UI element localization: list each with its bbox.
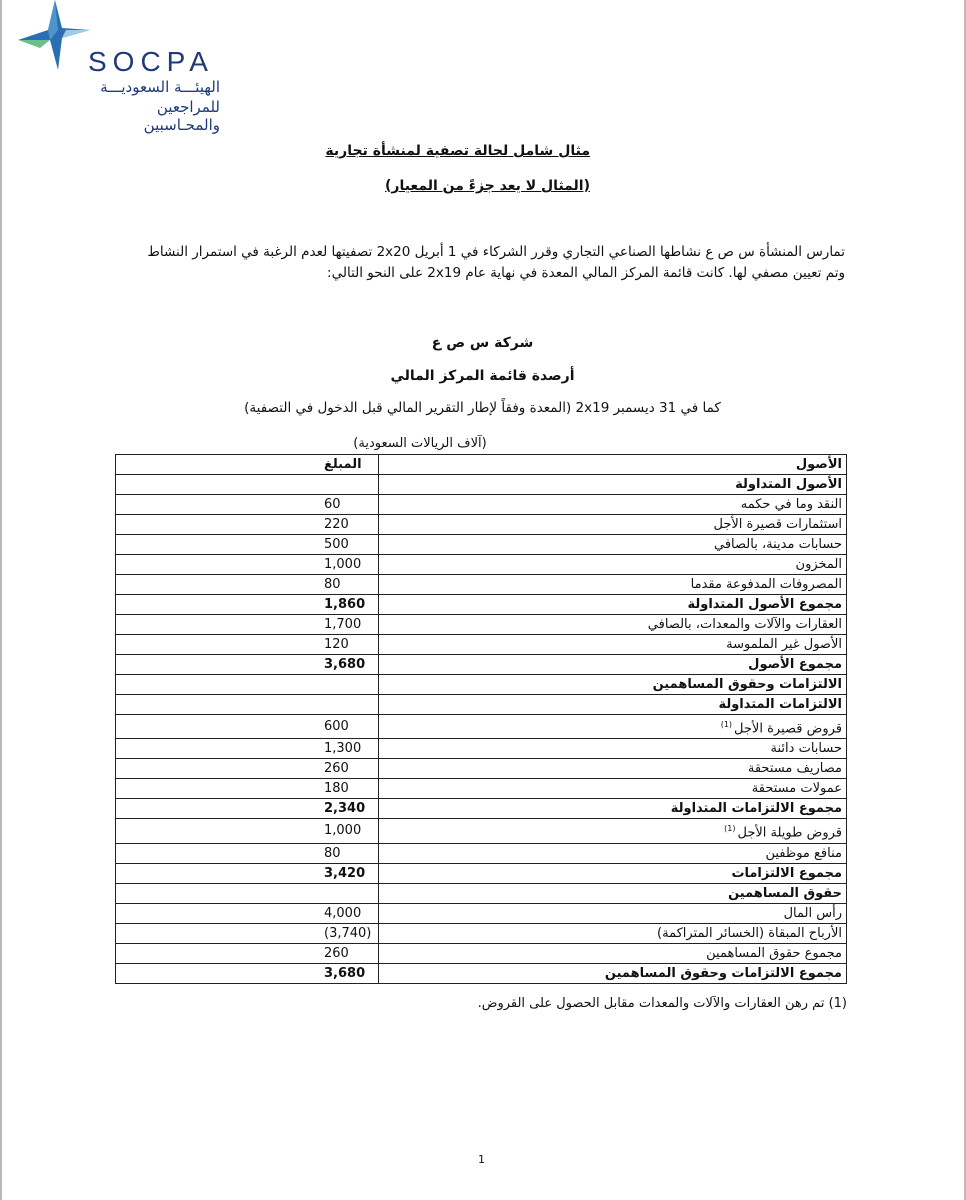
- footnote-marker: (1): [724, 824, 736, 834]
- table-row: [116, 943, 847, 963]
- header-label: الأصول: [379, 455, 847, 475]
- row-label-text: الأرباح المبقاة (الخسائر المتراكمة): [657, 925, 842, 941]
- row-label: [379, 715, 847, 739]
- row-label: [379, 555, 847, 575]
- row-label-text: الأصول غير الملموسة: [726, 637, 842, 652]
- row-label-text: حسابات مدينة، بالصافي: [714, 537, 842, 552]
- row-amount: 4,000: [116, 903, 379, 923]
- statement-title: أرصدة قائمة المركز المالي: [390, 368, 575, 384]
- row-label: [379, 759, 847, 779]
- row-amount: 80: [116, 843, 379, 863]
- table-row: [116, 635, 847, 655]
- row-amount: 220: [116, 515, 379, 535]
- row-label: [379, 635, 847, 655]
- footnote: (1) تم رهن العقارات والآلات والمعدات مقابل الحصول على القروض.: [477, 996, 847, 1011]
- table-row: [116, 655, 847, 675]
- row-amount: [116, 883, 379, 903]
- table-row: [116, 923, 847, 943]
- row-label-text: مصاريف مستحقة: [747, 761, 842, 777]
- row-amount: 260: [116, 759, 379, 779]
- table-row: [116, 799, 847, 819]
- logo-arabic-line1: الهيئـــة السعوديـــة: [100, 78, 220, 96]
- row-amount: [116, 475, 379, 495]
- table-row: [116, 475, 847, 495]
- row-label-text: مجموع الالتزامات وحقوق المساهمين: [604, 965, 842, 981]
- row-amount: 2,340: [116, 799, 379, 819]
- row-label: [379, 963, 847, 983]
- row-label-text: مجموع الالتزامات المتداولة: [670, 801, 842, 817]
- row-label-text: حسابات دائنة: [770, 741, 842, 757]
- row-label-text: حقوق المساهمين: [728, 885, 842, 901]
- table-row: [116, 963, 847, 983]
- row-label: [379, 575, 847, 595]
- row-amount: 600: [116, 715, 379, 739]
- row-label: [379, 739, 847, 759]
- row-amount: 1,700: [116, 615, 379, 635]
- table-row: [116, 695, 847, 715]
- row-label: [379, 863, 847, 883]
- table-row: [116, 515, 847, 535]
- row-amount: 1,860: [116, 595, 379, 615]
- row-label: [379, 943, 847, 963]
- row-label-text: مجموع حقوق المساهمين: [706, 945, 842, 961]
- row-label-text: مجموع الأصول المتداولة: [687, 597, 842, 612]
- company-name: شركة س ص ع: [431, 335, 534, 351]
- row-label: [379, 615, 847, 635]
- table-row: [116, 819, 847, 843]
- header-amount: المبلغ: [116, 455, 379, 475]
- row-amount: 3,680: [116, 963, 379, 983]
- row-label-text: الالتزامات المتداولة: [718, 697, 842, 712]
- page-edge-left: [0, 0, 2, 1200]
- document-subtitle: (المثال لا يعد جزءً من المعيار): [385, 178, 590, 194]
- row-amount: 260: [116, 943, 379, 963]
- row-label-text: المصروفات المدفوعة مقدما: [690, 577, 842, 592]
- row-label: [379, 843, 847, 863]
- logo-arabic-line2: للمراجعين والمحـاسبين: [143, 98, 220, 134]
- row-amount: 120: [116, 635, 379, 655]
- row-label-text: مجموع الالتزامات: [731, 865, 842, 881]
- row-label: [379, 695, 847, 715]
- row-label: [379, 675, 847, 695]
- row-amount: 80: [116, 575, 379, 595]
- table-row: [116, 535, 847, 555]
- logo-name: SOCPA: [88, 46, 214, 77]
- row-label: [379, 883, 847, 903]
- row-amount: 60: [116, 495, 379, 515]
- row-label: [379, 535, 847, 555]
- table-row: [116, 615, 847, 635]
- row-label-text: قروض قصيرة الأجل: [734, 721, 842, 737]
- row-label: [379, 923, 847, 943]
- page-number: 1: [478, 1153, 485, 1166]
- table-row: [116, 675, 847, 695]
- row-label-text: المخزون: [795, 557, 842, 572]
- table-row: [116, 555, 847, 575]
- row-label: [379, 475, 847, 495]
- table-row: [116, 739, 847, 759]
- row-label-text: مجموع الأصول: [748, 657, 842, 672]
- table-header-row: [116, 455, 847, 475]
- table-row: [116, 595, 847, 615]
- row-amount: 180: [116, 779, 379, 799]
- table-row: [116, 863, 847, 883]
- footnote-marker: (1): [720, 720, 733, 729]
- intro-paragraph: تمارس المنشأة س ص ع نشاطها الصناعي التجاري وقرر الشركاء في 1 أبريل 2x20 تصفيتها لعدم الرغبة في استمرار النشاط وتم تعيين مصفي لها. كانت قائمة المركز المالي المعدة في نهاية عام 2x19 على النحو التالي:: [147, 244, 845, 281]
- table-row: [116, 883, 847, 903]
- table-row: [116, 759, 847, 779]
- table-row: [116, 779, 847, 799]
- table-row: [116, 903, 847, 923]
- table-row: [116, 575, 847, 595]
- row-amount: [116, 695, 379, 715]
- socpa-logo: [10, 0, 230, 134]
- row-label-text: استثمارات قصيرة الأجل: [713, 517, 842, 532]
- star-logo-icon: [10, 0, 90, 80]
- row-label-text: العقارات والآلات والمعدات، بالصافي: [647, 617, 842, 632]
- row-label: [379, 799, 847, 819]
- currency-note: (آلاف الريالات السعودية): [353, 436, 487, 451]
- statement-date-line: كما في 31 ديسمبر 2x19 (المعدة وفقاً لإطار التقرير المالي قبل الدخول في التصفية): [244, 400, 721, 416]
- row-label: [379, 819, 847, 843]
- row-label-text: قروض طويلة الأجل: [737, 825, 842, 841]
- row-amount: 3,680: [116, 655, 379, 675]
- row-amount: 1,000: [116, 555, 379, 575]
- row-label: [379, 655, 847, 675]
- table-row: [116, 715, 847, 739]
- table-row: [116, 843, 847, 863]
- balance-sheet-table: [115, 454, 847, 984]
- row-label-text: الالتزامات وحقوق المساهمين: [652, 677, 842, 692]
- row-label-text: رأس المال: [783, 905, 842, 921]
- row-amount: 3,420: [116, 863, 379, 883]
- row-label-text: عمولات مستحقة: [751, 781, 842, 797]
- row-amount: 1,300: [116, 739, 379, 759]
- row-label-text: الأصول المتداولة: [735, 477, 842, 492]
- row-amount: [116, 675, 379, 695]
- row-label-text: النقد وما في حكمه: [740, 497, 842, 512]
- table-row: [116, 495, 847, 515]
- row-label: [379, 779, 847, 799]
- row-amount: 500: [116, 535, 379, 555]
- row-amount: 1,000: [116, 819, 379, 843]
- row-label: [379, 495, 847, 515]
- row-label: [379, 515, 847, 535]
- row-amount: (3,740): [116, 923, 379, 943]
- row-label: [379, 595, 847, 615]
- row-label-text: منافع موظفين: [765, 845, 842, 861]
- row-label: [379, 903, 847, 923]
- document-title: مثال شامل لحالة تصفية لمنشأة تجارية: [325, 143, 590, 159]
